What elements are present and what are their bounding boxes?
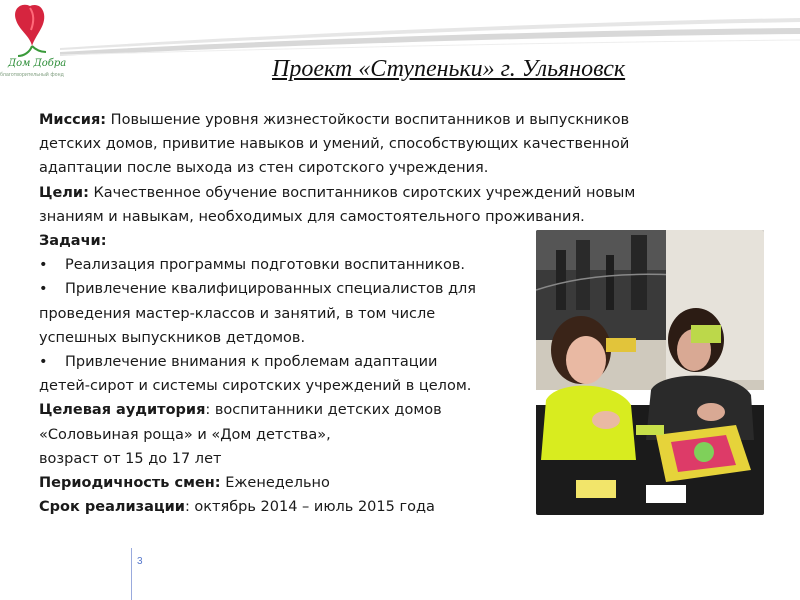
logo-name: Дом Добра bbox=[8, 58, 67, 69]
bullet-icon: • bbox=[39, 354, 48, 371]
mission-label: Миссия: bbox=[39, 112, 107, 128]
mission-line-2: детских домов, привитие навыков и умений, способствующих качественной bbox=[39, 136, 630, 153]
page-title: Проект «Ступеньки» г. Ульяновск bbox=[272, 56, 626, 82]
task-2-line-3: успешных выпускников детдомов. bbox=[39, 329, 306, 346]
goals-line-2: знаниям и навыкам, необходимых для самостоятельного проживания. bbox=[39, 208, 585, 225]
photo bbox=[536, 230, 764, 515]
page-number: 3 bbox=[137, 556, 143, 567]
audience-line-1: Целевая аудитория: воспитанники детских домов bbox=[39, 402, 442, 419]
audience-label: Целевая аудитория bbox=[39, 402, 206, 419]
mission-line-1: Миссия: Повышение уровня жизнестойкости воспитанников и выпускников bbox=[39, 112, 630, 128]
task-2-line-1: • Привлечение квалифицированных специалистов для bbox=[39, 277, 699, 301]
period-label: Периодичность смен: bbox=[39, 475, 221, 492]
term-label: Срок реализации bbox=[39, 499, 185, 516]
goals-label: Цели: bbox=[39, 184, 89, 201]
task-3-line-1: • Привлечение внимания к проблемам адаптации bbox=[39, 350, 699, 374]
period-line: Периодичность смен: Еженедельно bbox=[39, 475, 330, 492]
goals-line-1: Цели: Качественное обучение воспитанников сиротских учреждений новым bbox=[39, 184, 636, 201]
bullet-icon: • bbox=[39, 257, 48, 274]
task-3-line-2: детей-сирот и системы сиротских учреждений в целом. bbox=[39, 378, 472, 395]
task-1: • Реализация программы подготовки воспитанников. bbox=[39, 253, 699, 277]
page-number-divider bbox=[131, 548, 132, 600]
audience-line-2: «Соловьиная роща» и «Дом детства», bbox=[39, 426, 331, 443]
task-2-line-2: проведения мастер-классов и занятий, в том числе bbox=[39, 305, 436, 322]
tasks-label: Задачи: bbox=[39, 233, 107, 250]
bullet-icon: • bbox=[39, 281, 48, 298]
audience-line-3: возраст от 15 до 17 лет bbox=[39, 450, 222, 467]
decorative-band bbox=[60, 0, 800, 60]
logo-tagline: благотворительный фонд bbox=[0, 72, 64, 78]
photo-two-girls-playing-board-game bbox=[536, 230, 764, 515]
mission-line-3: адаптации после выхода из стен сиротского учреждения. bbox=[39, 160, 489, 177]
term-line: Срок реализации: октябрь 2014 – июль 2015 года bbox=[39, 499, 435, 516]
